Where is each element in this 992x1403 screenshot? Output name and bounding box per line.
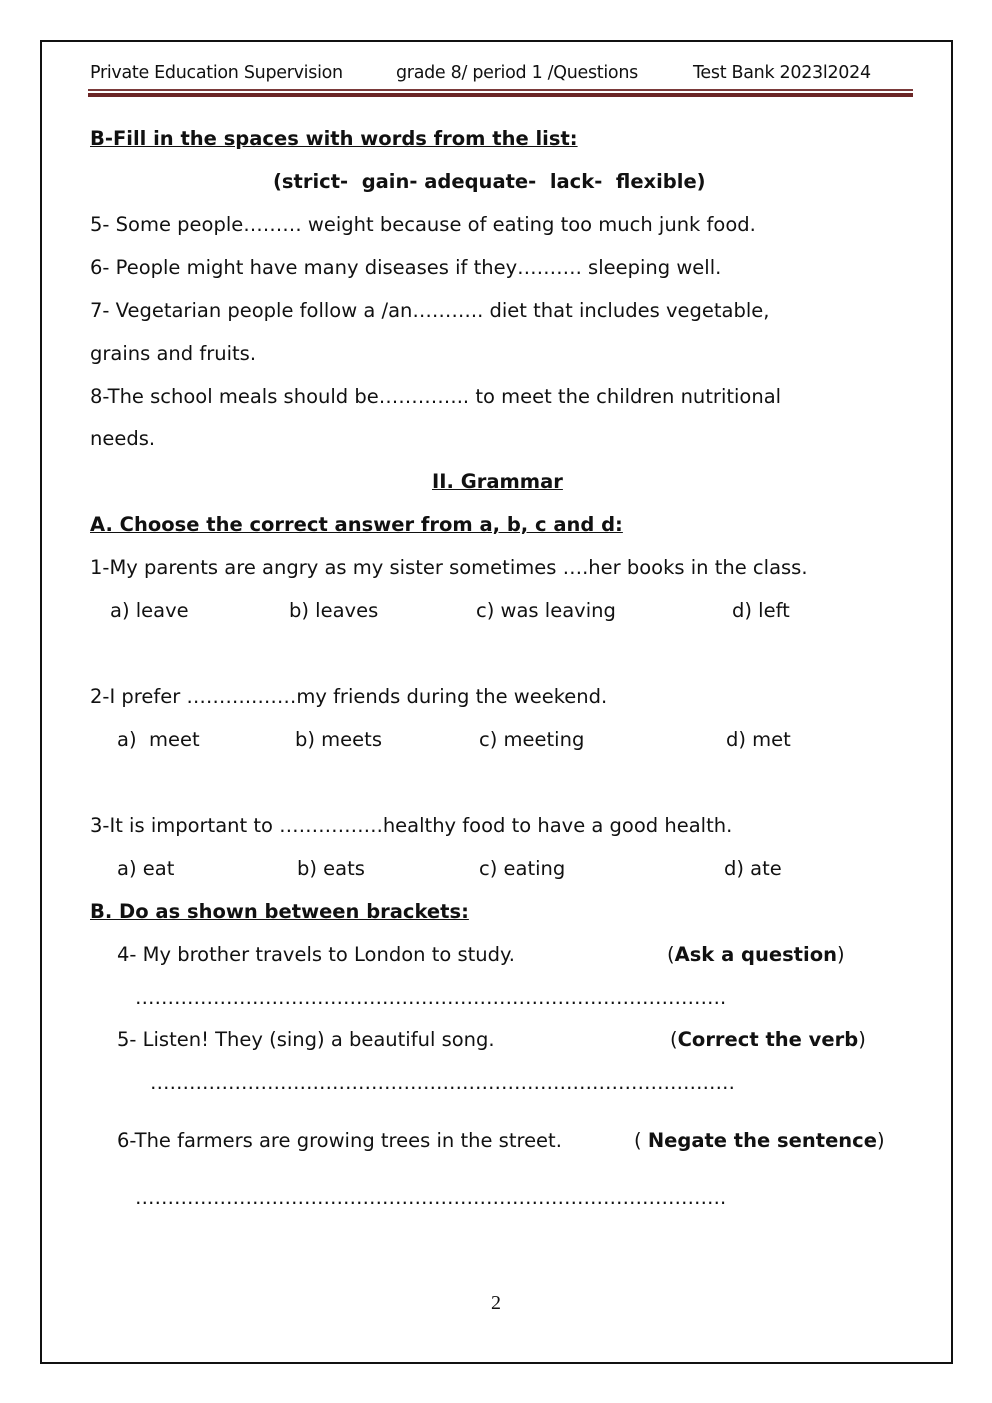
instruction-text: Ask a question [674, 943, 837, 966]
header-right: Test Bank 2023l2024 [693, 63, 871, 83]
option-d: d) ate [724, 857, 782, 880]
vocab-item: 8-The school meals should be………….. to meet the children nutritional [90, 385, 782, 408]
word-list: (strict- gain- adequate- lack- flexible) [273, 170, 706, 193]
option-c: c) meeting [479, 728, 585, 751]
option-a: a) leave [110, 599, 189, 622]
section-b-title: B. Do as shown between brackets: [90, 900, 469, 923]
option-b: b) leaves [289, 599, 379, 622]
question-4: 4- My brother travels to London to study. [117, 943, 515, 966]
option-d: d) met [726, 728, 791, 751]
question-1: 1-My parents are angry as my sister sometimes ….her books in the class. [90, 556, 808, 579]
header-rule-thin [88, 89, 913, 91]
header-rule-thick [88, 93, 913, 97]
answer-line-5: ……………………………………………………………………………… [150, 1071, 735, 1094]
question-5: 5- Listen! They (sing) a beautiful song. [117, 1028, 495, 1051]
option-d: d) left [732, 599, 790, 622]
page-number: 2 [491, 1292, 501, 1314]
instruction-5: (Correct the verb) [670, 1028, 866, 1051]
vocab-item: 5- Some people……… weight because of eating too much junk food. [90, 213, 756, 236]
option-a: a) meet [117, 728, 200, 751]
instruction-6: ( Negate the sentence) [634, 1129, 885, 1152]
question-3: 3-It is important to …………….healthy food to have a good health. [90, 814, 733, 837]
instruction-text: Correct the verb [677, 1028, 859, 1051]
option-b: b) eats [297, 857, 365, 880]
option-a: a) eat [117, 857, 175, 880]
option-b: b) meets [295, 728, 382, 751]
answer-line-6: ………………………………………………………………………………. [135, 1186, 727, 1209]
vocab-item: 6- People might have many diseases if they………. sleeping well. [90, 256, 722, 279]
vocab-title: B-Fill in the spaces with words from the list: [90, 127, 578, 150]
section-a-title: A. Choose the correct answer from a, b, c and d: [90, 513, 623, 536]
instruction-4: (Ask a question) [667, 943, 845, 966]
vocab-item: needs. [90, 427, 156, 450]
grammar-title: II. Grammar [432, 470, 563, 493]
option-c: c) eating [479, 857, 566, 880]
option-c: c) was leaving [476, 599, 616, 622]
vocab-item: 7- Vegetarian people follow a /an……….. diet that includes vegetable, [90, 299, 770, 322]
question-6: 6-The farmers are growing trees in the street. [117, 1129, 562, 1152]
header-center: grade 8/ period 1 /Questions [396, 63, 638, 83]
answer-line-4: ………………………………………………………………………………. [135, 986, 727, 1009]
question-2: 2-I prefer ………..……my friends during the weekend. [90, 685, 608, 708]
header-left: Private Education Supervision [90, 63, 343, 83]
vocab-item: grains and fruits. [90, 342, 257, 365]
instruction-text: Negate the sentence [647, 1129, 877, 1152]
